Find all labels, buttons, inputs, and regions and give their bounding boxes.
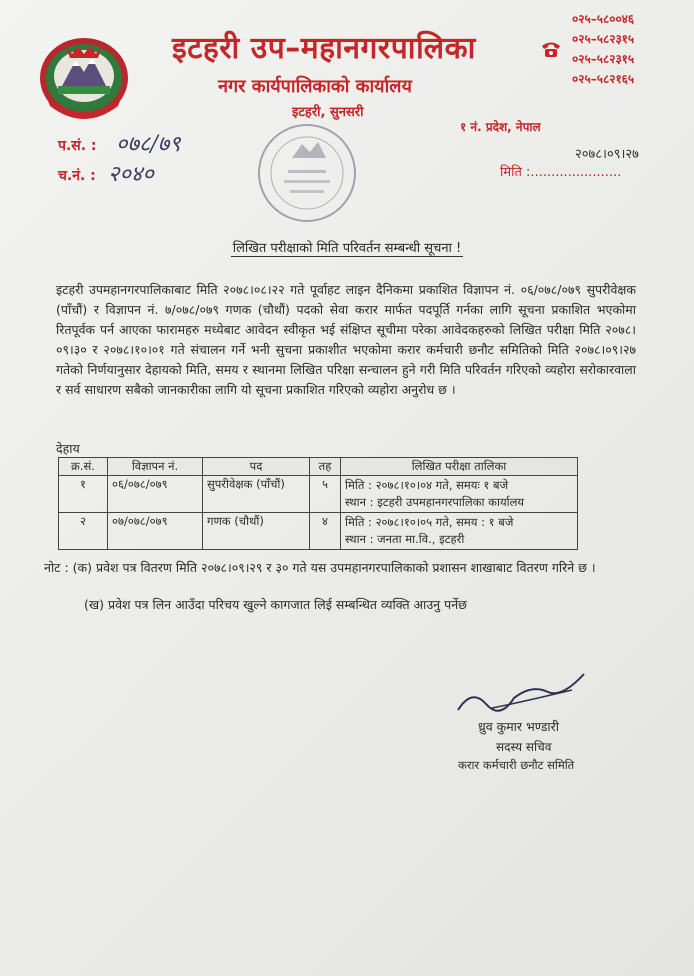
province-label: १ नं. प्रदेश, नेपाल <box>460 120 541 134</box>
date-label: मिति :...................... <box>500 165 622 180</box>
date-value: २०७८।०९।२७ <box>575 147 639 162</box>
office-subtitle: नगर कार्यपालिकाको कार्यालय <box>218 76 412 97</box>
signatory-committee: करार कर्मचारी छनौट समिति <box>458 758 575 772</box>
phone-number: ०२५–५८२३१५ <box>572 32 635 46</box>
phone-number: ०२५–५८२१६५ <box>572 72 635 86</box>
table-row <box>59 476 578 513</box>
municipality-title: इटहरी उप–महानगरपालिका <box>172 31 476 66</box>
schedule-venue: स्थान : इटहरी उपमहानगरपालिका कार्यालय <box>345 495 525 509</box>
schedule-date-time: मिति : २०७८।१०।०४ गते, समयः १ बजे <box>345 478 509 492</box>
header-schedule: लिखित परीक्षा तालिका <box>341 458 578 476</box>
cell-schedule <box>341 513 578 550</box>
telephone-icon <box>540 40 562 58</box>
table-header-row <box>59 458 578 476</box>
notice-title: लिखित परीक्षाको मिति परिवर्तन सम्बन्धी सूचना ! <box>232 241 462 256</box>
note-b: (ख) प्रवेश पत्र लिन आउँदा परिचय खुल्ने कागजात लिई सम्बन्धित व्यक्ति आउनु पर्नेछ <box>84 597 467 612</box>
cell-sn: १ <box>59 476 108 513</box>
phone-number: ०२५–५८००४६ <box>572 12 635 26</box>
cell-level: ४ <box>310 513 341 550</box>
cell-sn: २ <box>59 513 108 550</box>
ps-value: ०७८/७९ <box>116 132 181 157</box>
cell-schedule <box>341 476 578 513</box>
handwritten-signature-icon <box>452 668 592 720</box>
schedule-heading: देहाय <box>56 441 80 456</box>
official-stamp-icon <box>252 118 362 228</box>
table-row <box>59 513 578 550</box>
municipality-emblem-icon <box>38 36 130 120</box>
phone-number: ०२५–५८२३१५ <box>572 52 635 66</box>
ps-label: प.सं. : <box>58 138 97 154</box>
schedule-venue: स्थान : जनता मा.वि., इटहरी <box>345 532 465 546</box>
header-post: पद <box>203 458 310 476</box>
exam-schedule-table <box>58 457 578 550</box>
cell-post: सुपरीवेक्षक (पाँचौं) <box>203 476 310 513</box>
cell-level: ५ <box>310 476 341 513</box>
note-a: नोट : (क) प्रवेश पत्र वितरण मिति २०७८।०९।२९ र ३० गते यस उपमहानगरपालिकाको प्रशासन शाखाबाट वितरण गरिने छ । <box>44 560 596 575</box>
signatory-name: ध्रुव कुमार भण्डारी <box>478 719 560 734</box>
notice-body: इटहरी उपमहानगरपालिकाबाट मिति २०७८।०८।२२ गते पूर्वाहट लाइन दैनिकमा प्रकाशित विज्ञापन नं. ०६/०७८/०७९ सुपरीवेक्षक (पाँचौं) र विज्ञापन नं. ७/०७८/०७९ गणक (चौथौं) पदको सेवा करार मार्फत पदपूर्ति गर्नका लागि सूचना प्रकाशित भएकोमा रितपूर्वक पर्न आएका फारामहरु मध्येबाट आवेदन स्वीकृत भई संक्षिप्त सूचीमा परेका आवेदकहरुको लिखित परीक्षा मिति २०७८।०९।३० र २०७८।१०।०१ गते संचालन गर्ने भनी सुचना प्रकाशीत भएकोमा करार कर्मचारी छनौट समितिको मिति २०७८।०९।२७ गतेको निर्णयानुसार देहायको मिति, समय र स्थानमा लिखित परिक्षा सन्चालन हुने गरी मिति परिवर्तन गरिएको व्यहोरा सरोकारवाला र सर्व साधारण सबैको जानकारीका लागि यो सूचना प्रकाशित गरिएको व्यहोरा अनुरोध छ । <box>56 282 636 397</box>
office-location: इटहरी, सुनसरी <box>292 105 364 120</box>
cell-post: गणक (चौथौं) <box>203 513 310 550</box>
header-sn: क्र.सं. <box>59 458 108 476</box>
cell-ad-no: ०६/०७८/०७९ <box>108 476 203 513</box>
schedule-date-time: मिति : २०७८।१०।०५ गते, समय : १ बजे <box>345 515 514 529</box>
header-level: तह <box>310 458 341 476</box>
cell-ad-no: ०७/०७८/०७९ <box>108 513 203 550</box>
signatory-title: सदस्य सचिव <box>496 740 552 754</box>
cn-value: २०४० <box>108 162 154 187</box>
cn-label: च.नं. : <box>58 168 96 184</box>
header-ad-no: विज्ञापन नं. <box>108 458 203 476</box>
